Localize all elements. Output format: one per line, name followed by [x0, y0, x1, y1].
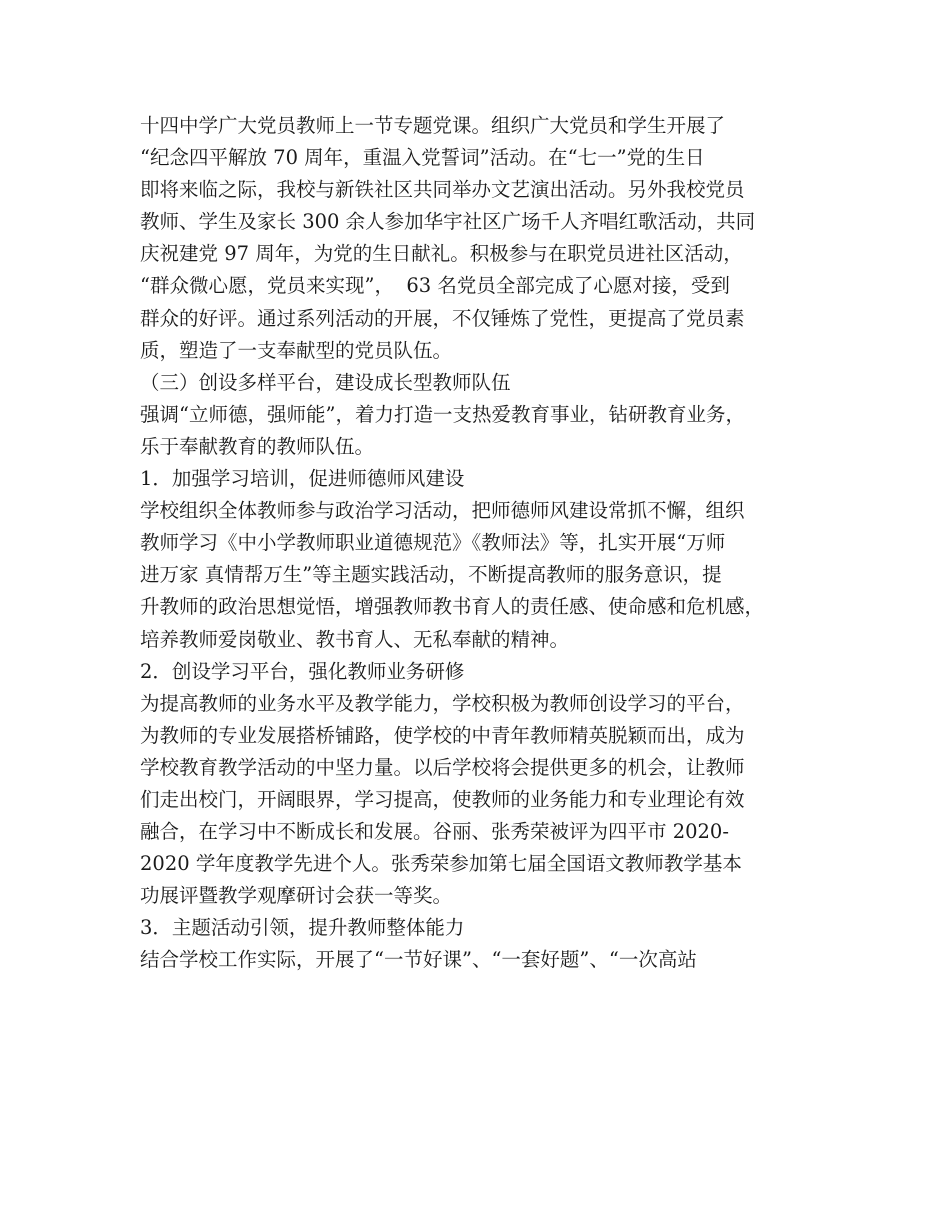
- text-line: “群众微心愿，党员来实现”， 63 名党员全部完成了心愿对接，受到: [140, 274, 730, 298]
- text-line: 结合学校工作实际，开展了“一节好课”、“一套好题”、“一次高站: [140, 948, 697, 972]
- section-heading: （三）创设多样平台，建设成长型教师队伍: [140, 370, 511, 394]
- text-line: 教师、学生及家长 300 余人参加华宇社区广场千人齐唱红歌活动，共同: [140, 210, 756, 234]
- text-line: 升教师的政治思想觉悟，增强教师教书育人的责任感、使命感和危机感，: [140, 595, 765, 619]
- text-line: 群众的好评。通过系列活动的开展，不仅锤炼了党性，更提高了党员素: [140, 306, 745, 330]
- document-body: [140, 110, 820, 977]
- text-line: 学校教育教学活动的中坚力量。以后学校将会提供更多的机会，让教师: [140, 755, 745, 779]
- subsection-heading: 3．主题活动引领，提升教师整体能力: [140, 916, 465, 940]
- text-line: 为教师的专业发展搭桥铺路，使学校的中青年教师精英脱颖而出，成为: [140, 723, 745, 747]
- text-line: 学校组织全体教师参与政治学习活动，把师德师风建设常抓不懈，组织: [140, 499, 745, 523]
- text-line: “纪念四平解放 70 周年，重温入党誓词”活动。在“七一”党的生日: [140, 146, 705, 170]
- subsection-heading: 2．创设学习平台，强化教师业务研修: [140, 659, 465, 683]
- text-line: 培养教师爱岗敬业、教书育人、无私奉献的精神。: [140, 627, 570, 651]
- text-line: 乐于奉献教育的教师队伍。: [140, 434, 375, 458]
- text-line: 质，塑造了一支奉献型的党员队伍。: [140, 338, 453, 362]
- text-line: 融合，在学习中不断成长和发展。谷丽、张秀荣被评为四平市 2020-: [140, 820, 729, 844]
- text-line: 即将来临之际，我校与新铁社区共同举办文艺演出活动。另外我校党员: [140, 178, 745, 202]
- text-line: 强调“立师德，强师能”，着力打造一支热爱教育事业，钻研教育业务，: [140, 402, 745, 426]
- text-line: 十四中学广大党员教师上一节专题党课。组织广大党员和学生开展了: [140, 114, 726, 137]
- subsection-heading: 1．加强学习培训，促进师德师风建设: [140, 467, 465, 491]
- text-line: 为提高教师的业务水平及教学能力，学校积极为教师创设学习的平台，: [140, 691, 745, 715]
- text-line: 进万家 真情帮万生”等主题实践活动，不断提高教师的服务意识，提: [140, 563, 722, 587]
- text-line: 功展评暨教学观摩研讨会获一等奖。: [140, 884, 453, 908]
- text-line: 庆祝建党 97 周年，为党的生日献礼。积极参与在职党员进社区活动，: [140, 242, 743, 266]
- text-line: 2020 学年度教学先进个人。张秀荣参加第七届全国语文教师教学基本: [140, 852, 742, 876]
- text-line: 教师学习《中小学教师职业道德规范》《教师法》等，扎实开展“万师: [140, 531, 726, 555]
- text-line: 们走出校门，开阔眼界，学习提高，使教师的业务能力和专业理论有效: [140, 787, 745, 811]
